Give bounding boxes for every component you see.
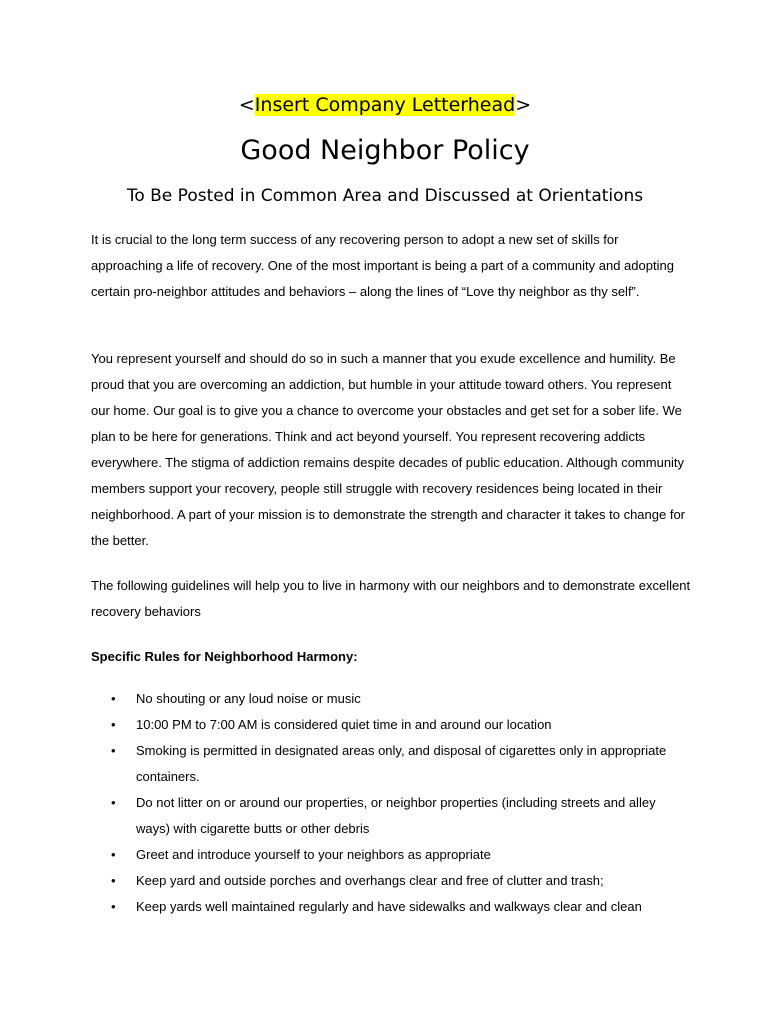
guidelines-paragraph: The following guidelines will help you to live in harmony with our neighbors and to demonstrate excellent recovery behaviors — [91, 578, 691, 619]
rule-text: Do not litter on or around our properties, or neighbor properties (including streets and alley ways) with cigarette butts or other debris — [136, 795, 656, 836]
rule-text: Smoking is permitted in designated areas only, and disposal of cigarettes only in appropriate containers. — [136, 743, 667, 784]
bullet-icon: • — [111, 743, 116, 758]
bullet-icon: • — [111, 899, 116, 914]
rule-text: No shouting or any loud noise or music — [136, 691, 361, 706]
list-item — [91, 686, 691, 712]
bullet-icon: • — [111, 795, 116, 810]
bullet-icon: • — [111, 717, 116, 732]
list-item — [91, 712, 691, 738]
letterhead-highlighted-text: Insert Company Letterhead — [254, 94, 516, 116]
letterhead-close-bracket: > — [515, 94, 532, 116]
document-subtitle: To Be Posted in Common Area and Discussed at Orientations — [126, 186, 644, 206]
list-item — [91, 868, 691, 894]
rule-text: Greet and introduce yourself to your neighbors as appropriate — [136, 847, 491, 862]
list-item — [91, 894, 691, 920]
bullet-icon: • — [111, 873, 116, 888]
rule-text: 10:00 PM to 7:00 AM is considered quiet time in and around our location — [136, 717, 552, 732]
letterhead-placeholder — [0, 90, 770, 120]
rules-list — [91, 686, 691, 920]
list-item — [91, 738, 691, 790]
letterhead-open-bracket: < — [238, 94, 255, 116]
rule-text: Keep yard and outside porches and overhangs clear and free of clutter and trash; — [136, 873, 604, 888]
document-title: Good Neighbor Policy — [240, 135, 530, 166]
rules-heading: Specific Rules for Neighborhood Harmony: — [91, 649, 358, 664]
intro-paragraph: It is crucial to the long term success of any recovering person to adopt a new set of skills for approaching a life of recovery. One of the most important is being a part of a community and adopting certain pro-neighbor attitudes and behaviors – along the lines of “Love thy neighbor as thy self”. — [91, 232, 674, 299]
representation-paragraph: You represent yourself and should do so in such a manner that you exude excellence and humility. Be proud that you are overcoming an addiction, but humble in your attitude toward others. You represent our home. Our goal is to give you a chance to overcome your obstacles and get set for a sober life. We plan to be here for generations. Think and act beyond yourself. You represent recovering addicts everywhere. The stigma of addiction remains despite decades of public education. Although community members support your recovery, people still struggle with recovery residences being located in their neighborhood. A part of your mission is to demonstrate the strength and character it takes to change for the better. — [91, 351, 686, 548]
list-item — [91, 842, 691, 868]
rule-text: Keep yards well maintained regularly and have sidewalks and walkways clear and clean — [136, 899, 642, 914]
bullet-icon: • — [111, 847, 116, 862]
list-item — [91, 790, 691, 842]
bullet-icon: • — [111, 691, 116, 706]
